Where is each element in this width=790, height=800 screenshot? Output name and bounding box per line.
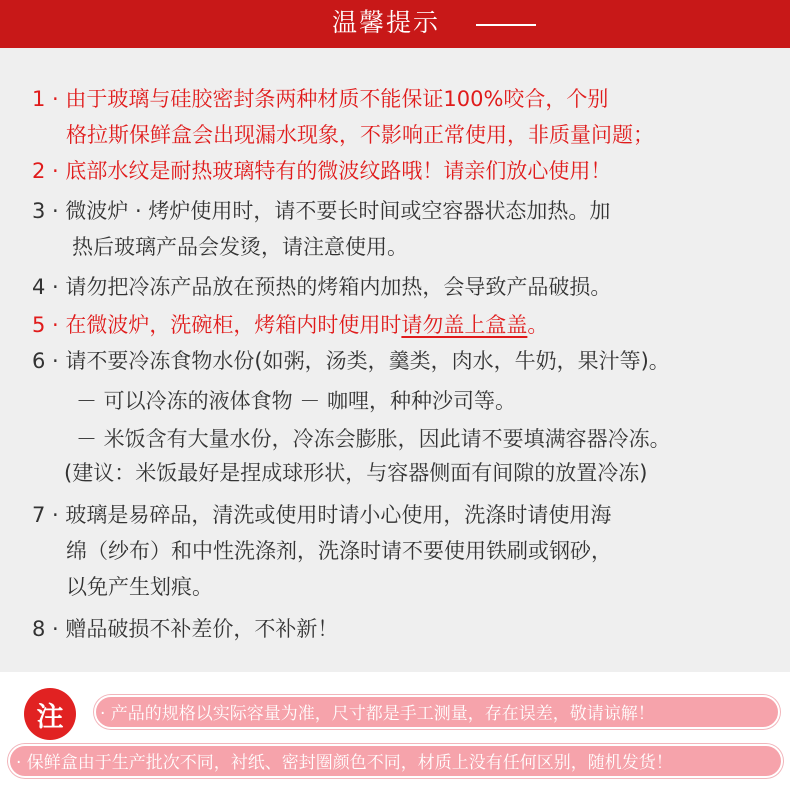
page-title: 温馨提示 xyxy=(332,8,441,37)
notice-item-4: 4 · 请勿把冷冻产品放在预热的烤箱内加热，会导致产品破损。 xyxy=(32,275,612,299)
notice-item-6-sub-1: － 可以冷冻的液体食物 － 咖哩，种种沙司等。 xyxy=(76,389,517,413)
notice-item-3: 3 · 微波炉 · 烤炉使用时，请不要长时间或空容器状态加热。加 xyxy=(32,199,611,223)
header-banner xyxy=(0,0,790,48)
notice-panel xyxy=(0,48,790,672)
notice-item-3-cont: 热后玻璃产品会发烫，请注意使用。 xyxy=(72,235,408,259)
notice-item-6-sub-2: － 米饭含有大量水份，冷冻会膨胀，因此请不要填满容器冷冻。 xyxy=(76,427,671,451)
notice-item-8: 8 · 赠品破损不补差价，不补新！ xyxy=(32,617,339,641)
title-decoration-line xyxy=(476,24,536,26)
notice-item-5-emphasis: 请勿盖上盒盖 xyxy=(401,313,528,337)
notice-item-5-text: 5 · 在微波炉，洗碗柜，烤箱内时使用时 xyxy=(32,313,402,337)
notice-item-2: 2 · 底部水纹是耐热玻璃特有的微波纹路哦！请亲们放心使用！ xyxy=(32,159,612,183)
footer-notes xyxy=(0,672,790,800)
notice-item-6-tip: (建议：米饭最好是捏成球形状，与容器侧面有间隙的放置冷冻) xyxy=(64,461,648,485)
notice-item-5-end: 。 xyxy=(527,313,549,337)
notice-item-5 xyxy=(32,308,548,342)
note-pill-1: · 产品的规格以实际容量为准，尺寸都是手工测量，存在误差，敬请谅解！ xyxy=(94,695,780,729)
notice-item-7: 7 · 玻璃是易碎品，清洗或使用时请小心使用，洗涤时请使用海 xyxy=(32,503,612,527)
notice-item-7-cont-1: 绵（纱布）和中性洗涤剂，洗涤时请不要使用铁刷或钢砂， xyxy=(66,539,612,563)
notice-item-1-cont: 格拉斯保鲜盒会出现漏水现象，不影响正常使用，非质量问题； xyxy=(66,123,654,147)
notice-item-6: 6 · 请不要冷冻食物水份(如粥，汤类，羹类，肉水，牛奶，果汁等)。 xyxy=(32,349,670,373)
note-badge: 注 xyxy=(24,688,76,740)
note-pill-2: · 保鲜盒由于生产批次不同，衬纸、密封圈颜色不同，材质上没有任何区别，随机发货！ xyxy=(8,744,783,778)
notice-item-7-cont-2: 以免产生划痕。 xyxy=(66,575,213,599)
notice-item-1: 1 · 由于玻璃与硅胶密封条两种材质不能保证100%咬合，个别 xyxy=(32,87,609,111)
